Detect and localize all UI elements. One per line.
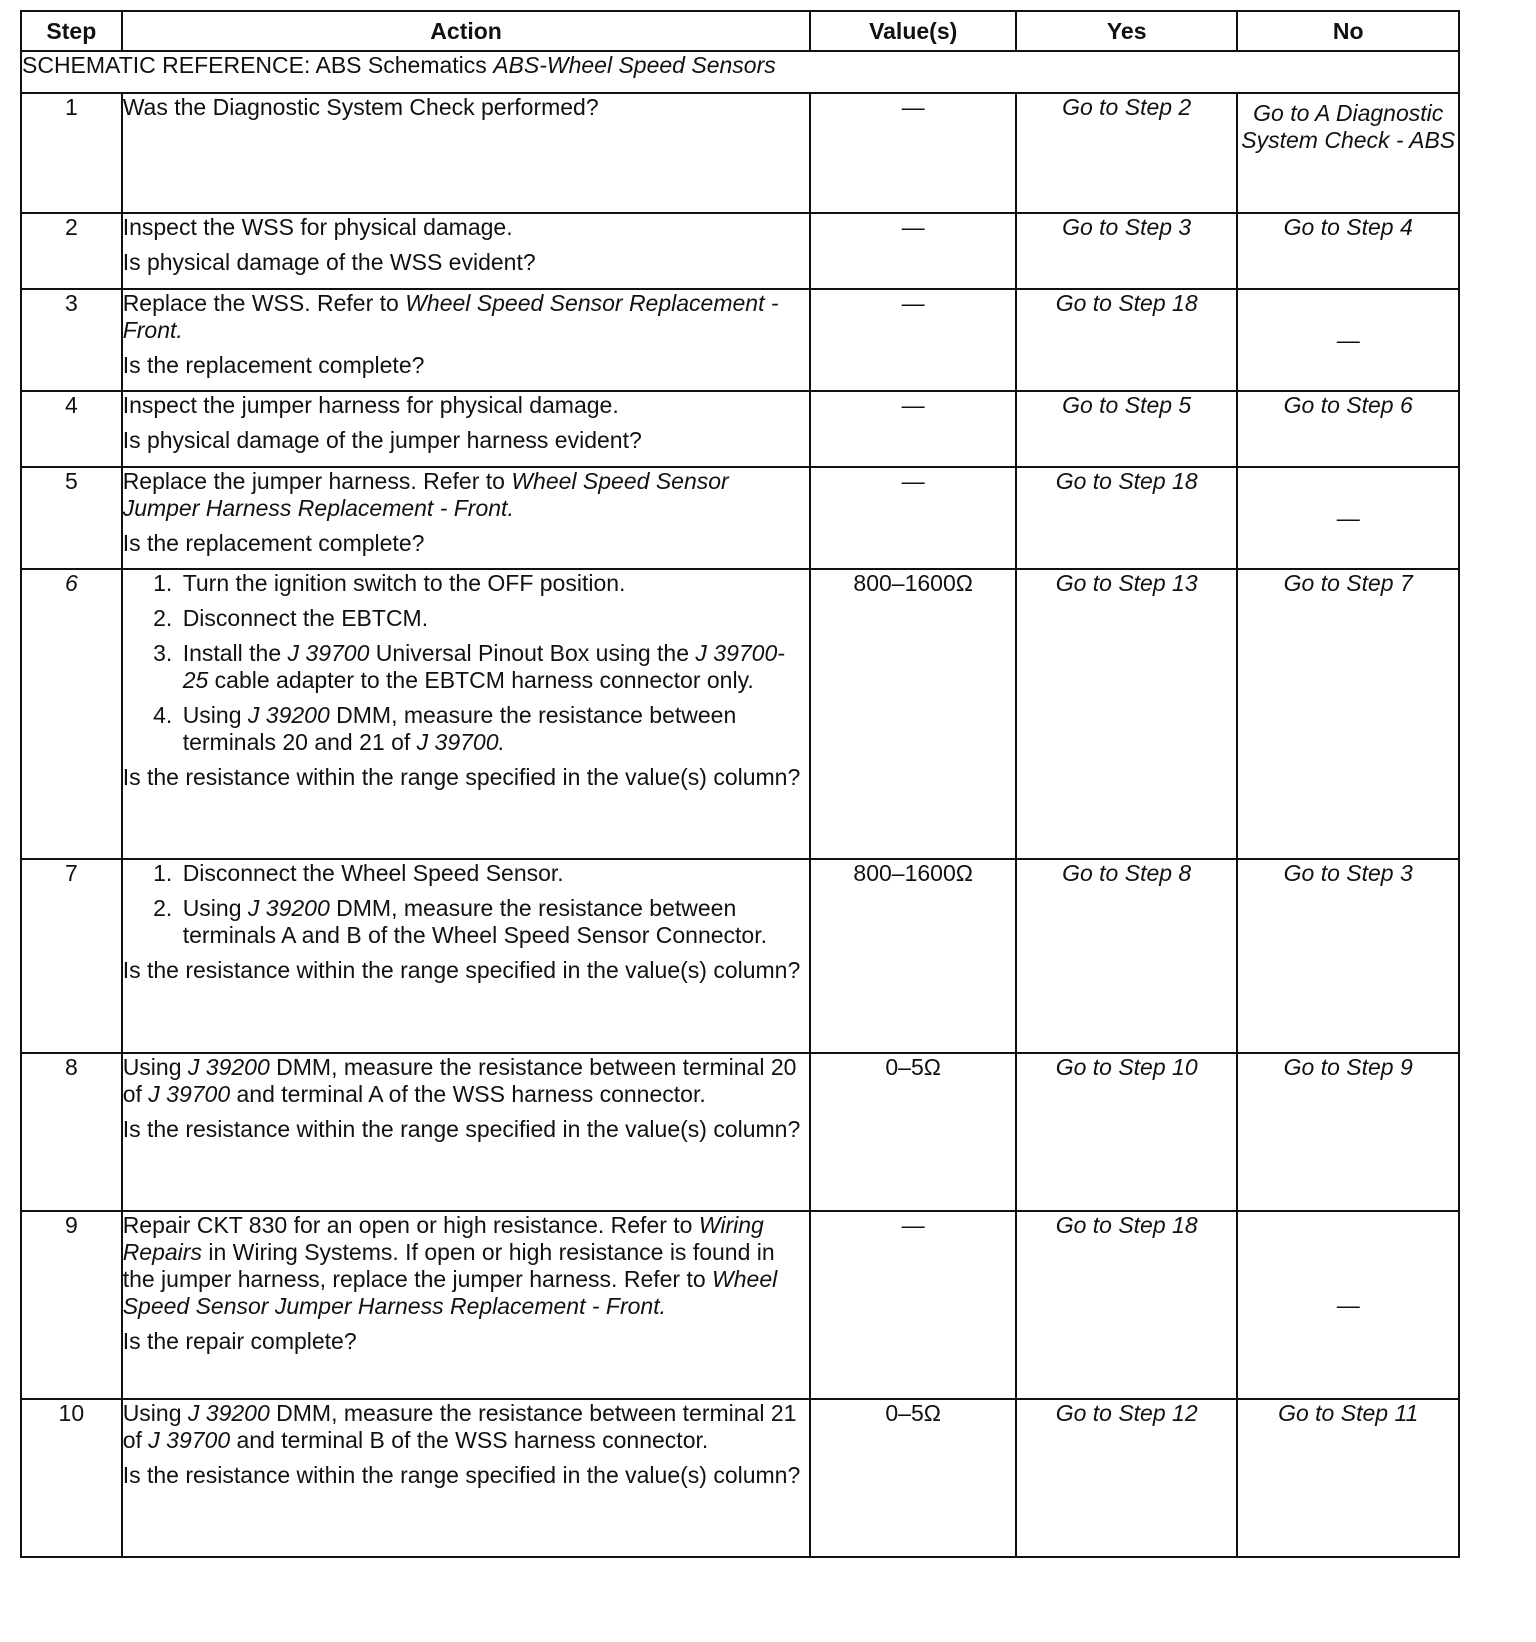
tool-reference: J 39700 bbox=[148, 1427, 231, 1453]
yes-link[interactable]: Go to Step 5 bbox=[1016, 391, 1238, 467]
value-cell: — bbox=[810, 467, 1015, 569]
no-cell: — bbox=[1237, 289, 1459, 391]
step-number: 6 bbox=[21, 569, 122, 859]
action-text: Inspect the jumper harness for physical damage. bbox=[122, 392, 619, 418]
no-link[interactable]: Go to Step 11 bbox=[1237, 1399, 1459, 1557]
action-text-part: and terminal B of the WSS harness connector. bbox=[230, 1427, 709, 1453]
value-cell: — bbox=[810, 391, 1015, 467]
tool-reference: J 39200 bbox=[187, 1054, 270, 1080]
reference-link[interactable]: Wheel Speed Sensor Jumper Harness Replacement - Front. bbox=[122, 468, 729, 521]
yes-link[interactable]: Go to Step 2 bbox=[1016, 93, 1238, 213]
action-text-part: DMM, measure the resistance between terminal 21 of bbox=[122, 1400, 797, 1453]
action-cell bbox=[122, 1399, 811, 1557]
action-text-part: Using bbox=[122, 1054, 188, 1080]
action-text: Inspect the WSS for physical damage. bbox=[122, 214, 513, 240]
step-number: 7 bbox=[21, 859, 122, 1053]
yes-link[interactable]: Go to Step 8 bbox=[1016, 859, 1238, 1053]
value-cell: — bbox=[810, 1211, 1015, 1399]
header-step: Step bbox=[21, 11, 122, 51]
substep-list bbox=[123, 570, 810, 756]
schematic-reference bbox=[21, 51, 1459, 93]
no-link[interactable]: Go to Step 7 bbox=[1237, 569, 1459, 859]
value-cell: — bbox=[810, 213, 1015, 289]
no-cell: — bbox=[1237, 1211, 1459, 1399]
yes-link[interactable]: Go to Step 10 bbox=[1016, 1053, 1238, 1211]
tool-reference: J 39200 bbox=[247, 702, 330, 728]
step-number: 9 bbox=[21, 1211, 122, 1399]
no-link[interactable]: Go to Step 3 bbox=[1237, 859, 1459, 1053]
action-question: Was the Diagnostic System Check performed? bbox=[122, 94, 599, 120]
action-question: Is the resistance within the range specified in the value(s) column? bbox=[122, 1462, 801, 1488]
diagnostic-page bbox=[20, 10, 1460, 1558]
action-question: Is physical damage of the jumper harness evident? bbox=[122, 427, 642, 453]
action-question: Is the resistance within the range specified in the value(s) column? bbox=[122, 1116, 801, 1142]
substep-text: Install the bbox=[182, 640, 288, 666]
tool-reference: J 39700 bbox=[287, 640, 370, 666]
no-link[interactable]: Go to Step 6 bbox=[1237, 391, 1459, 467]
yes-link[interactable]: Go to Step 13 bbox=[1016, 569, 1238, 859]
substep-list bbox=[123, 860, 810, 949]
substep-item bbox=[179, 640, 810, 694]
yes-link[interactable]: Go to Step 12 bbox=[1016, 1399, 1238, 1557]
action-question: Is the resistance within the range specified in the value(s) column? bbox=[122, 764, 801, 790]
action-cell bbox=[122, 289, 811, 391]
table-row bbox=[21, 93, 1459, 213]
action-text bbox=[123, 1054, 810, 1108]
value-cell: — bbox=[810, 289, 1015, 391]
table-row bbox=[21, 1211, 1459, 1399]
substep-item: 1. Disconnect the Wheel Speed Sensor. bbox=[179, 860, 810, 887]
table-row bbox=[21, 467, 1459, 569]
action-text bbox=[123, 468, 810, 522]
substep-text: Using bbox=[182, 895, 248, 921]
substep-text: Universal Pinout Box using the bbox=[369, 640, 696, 666]
reference-link[interactable]: Wheel Speed Sensor Replacement - Front. bbox=[122, 290, 779, 343]
header-row bbox=[21, 11, 1459, 51]
no-cell: — bbox=[1237, 467, 1459, 569]
diagnostic-table bbox=[20, 10, 1460, 1558]
action-text-prefix: Replace the WSS. Refer to bbox=[122, 290, 406, 316]
step-number: 2 bbox=[21, 213, 122, 289]
no-prefix: Go to bbox=[1253, 100, 1315, 126]
header-yes: Yes bbox=[1016, 11, 1238, 51]
action-cell bbox=[122, 93, 811, 213]
tool-reference: J 39700-25 bbox=[182, 640, 785, 693]
schematic-label: SCHEMATIC REFERENCE: ABS Schematics bbox=[22, 52, 494, 78]
action-text-part: DMM, measure the resistance between terminal 20 of bbox=[122, 1054, 797, 1107]
action-question: Is the replacement complete? bbox=[122, 352, 425, 378]
action-question: Is the replacement complete? bbox=[122, 530, 425, 556]
action-cell bbox=[122, 213, 811, 289]
action-cell bbox=[122, 467, 811, 569]
action-text bbox=[123, 1212, 810, 1320]
table-row bbox=[21, 213, 1459, 289]
step-number: 4 bbox=[21, 391, 122, 467]
action-question: Is physical damage of the WSS evident? bbox=[122, 249, 536, 275]
substep-text: Using bbox=[182, 702, 248, 728]
action-text-prefix: Replace the jumper harness. Refer to bbox=[122, 468, 512, 494]
action-text-part: Using bbox=[122, 1400, 188, 1426]
step-number: 3 bbox=[21, 289, 122, 391]
action-question: Is the resistance within the range specified in the value(s) column? bbox=[122, 957, 801, 983]
schematic-link[interactable]: ABS-Wheel Speed Sensors bbox=[493, 52, 776, 78]
tool-reference: J 39700. bbox=[416, 729, 505, 755]
reference-link[interactable]: Wiring Repairs bbox=[122, 1212, 764, 1265]
value-cell: 800–1600Ω bbox=[810, 569, 1015, 859]
substep-item: 2. Disconnect the EBTCM. bbox=[179, 605, 810, 632]
schematic-reference-row bbox=[21, 51, 1459, 93]
action-cell bbox=[122, 1211, 811, 1399]
yes-link[interactable]: Go to Step 18 bbox=[1016, 467, 1238, 569]
yes-link[interactable]: Go to Step 18 bbox=[1016, 289, 1238, 391]
no-link[interactable]: Go to Step 9 bbox=[1237, 1053, 1459, 1211]
value-cell: — bbox=[810, 93, 1015, 213]
action-cell bbox=[122, 391, 811, 467]
action-text-part: in Wiring Systems. If open or high resistance is found in the jumper harness, replace the jumper harness. Refer to bbox=[122, 1239, 775, 1292]
tool-reference: J 39200 bbox=[247, 895, 330, 921]
table-row bbox=[21, 1053, 1459, 1211]
table-row bbox=[21, 1399, 1459, 1557]
no-link[interactable]: A Diagnostic System Check - ABS bbox=[1241, 100, 1456, 153]
step-number: 5 bbox=[21, 467, 122, 569]
table-row bbox=[21, 391, 1459, 467]
value-cell: 0–5Ω bbox=[810, 1399, 1015, 1557]
substep-item bbox=[179, 895, 810, 949]
action-question: Is the repair complete? bbox=[122, 1328, 357, 1354]
substep-text: DMM, measure the resistance between terminals A and B of the Wheel Speed Sensor Connector. bbox=[182, 895, 767, 948]
value-cell: 0–5Ω bbox=[810, 1053, 1015, 1211]
action-cell bbox=[122, 569, 811, 859]
tool-reference: J 39700 bbox=[148, 1081, 231, 1107]
yes-link[interactable]: Go to Step 3 bbox=[1016, 213, 1238, 289]
substep-text: DMM, measure the resistance between terminals 20 and 21 of bbox=[182, 702, 737, 755]
header-no: No bbox=[1237, 11, 1459, 51]
action-text-part: Repair CKT 830 for an open or high resistance. Refer to bbox=[122, 1212, 699, 1238]
no-link[interactable]: Go to Step 4 bbox=[1237, 213, 1459, 289]
substep-item: 1. Turn the ignition switch to the OFF position. bbox=[179, 570, 810, 597]
table-row bbox=[21, 859, 1459, 1053]
action-cell bbox=[122, 859, 811, 1053]
step-number: 1 bbox=[21, 93, 122, 213]
action-cell bbox=[122, 1053, 811, 1211]
action-text-part: and terminal A of the WSS harness connector. bbox=[230, 1081, 706, 1107]
step-number: 10 bbox=[21, 1399, 122, 1557]
header-values: Value(s) bbox=[810, 11, 1015, 51]
header-action: Action bbox=[122, 11, 811, 51]
substep-text: cable adapter to the EBTCM harness connector only. bbox=[208, 667, 754, 693]
action-text bbox=[123, 1400, 810, 1454]
table-row bbox=[21, 289, 1459, 391]
substep-item bbox=[179, 702, 810, 756]
no-cell bbox=[1237, 93, 1459, 213]
action-text bbox=[123, 290, 810, 344]
yes-link[interactable]: Go to Step 18 bbox=[1016, 1211, 1238, 1399]
table-row bbox=[21, 569, 1459, 859]
value-cell: 800–1600Ω bbox=[810, 859, 1015, 1053]
step-number: 8 bbox=[21, 1053, 122, 1211]
reference-link[interactable]: Wheel Speed Sensor Jumper Harness Replacement - Front. bbox=[122, 1266, 778, 1319]
tool-reference: J 39200 bbox=[187, 1400, 270, 1426]
